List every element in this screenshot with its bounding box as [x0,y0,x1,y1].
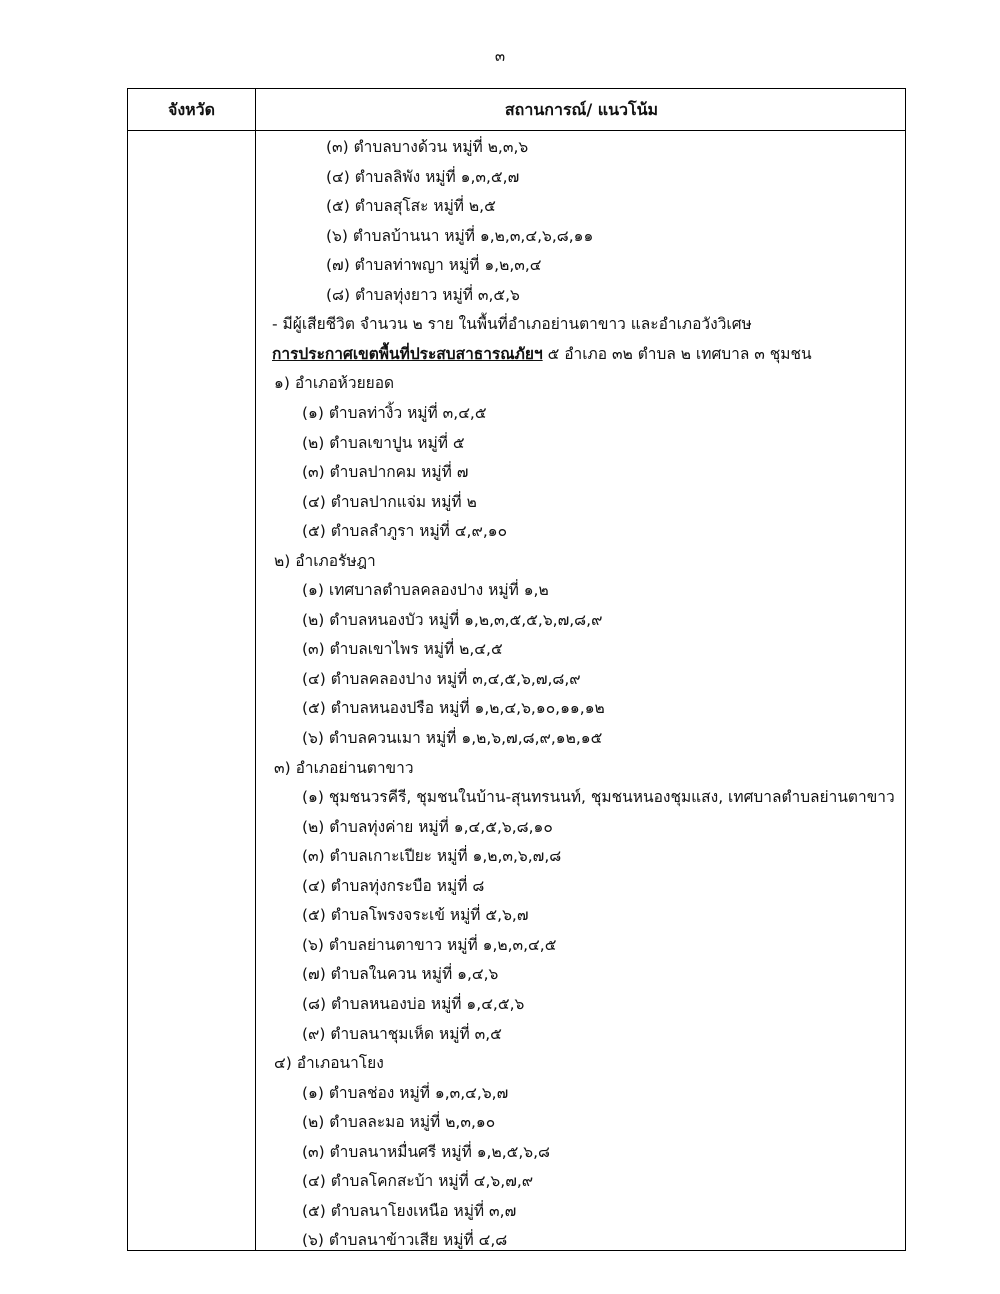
situation-line [256,842,561,872]
line-text: (๑) ชุมชนวรคีรี, ชุมชนในบ้าน-สุนทรนนท์, ชุมชนหนองชุมแสง, เทศบาลตำบลย่านตาขาว [302,788,895,807]
situation-line [256,133,528,163]
header-province: จังหวัด [167,100,216,119]
line-text: (๒) ตำบลทุ่งค่าย หมู่ที่ ๑,๔,๕,๖,๘,๑๐ [302,817,553,836]
line-text: (๕) ตำบลนาโยงเหนือ หมู่ที่ ๓,๗ [302,1201,517,1220]
line-text: (๓) ตำบลปากคม หมู่ที่ ๗ [302,463,469,482]
line-text: (๔) ตำบลคลองปาง หมู่ที่ ๓,๔,๕,๖,๗,๘,๙ [302,669,581,688]
line-text: (๑) ตำบลช่อง หมู่ที่ ๑,๓,๔,๖,๗ [302,1083,509,1102]
line-text: (๗) ตำบลในควน หมู่ที่ ๑,๔,๖ [302,965,499,984]
line-text: (๙) ตำบลนาชุมเห็ด หมู่ที่ ๓,๕ [302,1024,502,1043]
situation-line [256,488,477,518]
line-text: (๔) ตำบลทุ่งกระบือ หมู่ที่ ๘ [302,876,485,895]
situation-line [256,310,752,340]
line-text: (๒) ตำบลหนองบัว หมู่ที่ ๑,๒,๓,๕,๕,๖,๗,๘,๙ [302,610,603,629]
situation-line [256,606,602,636]
situation-line [256,694,605,724]
line-text: ๓) อำเภอย่านตาขาว [274,758,414,777]
situation-line [256,281,520,311]
line-text: ๕ อำเภอ ๓๒ ตำบล ๒ เทศบาล ๓ ชุมชน [542,344,812,363]
situation-line [256,340,812,370]
situation-line [256,399,487,429]
situation-line [256,517,507,547]
line-text: (๓) ตำบลเกาะเปียะ หมู่ที่ ๑,๒,๓,๖,๗,๘ [302,847,562,866]
line-text: (๓) ตำบลนาหมื่นศรี หมู่ที่ ๑,๒,๕,๖,๘ [302,1142,551,1161]
table-header-row [128,89,905,131]
line-text: (๓) ตำบลเขาไพร หมู่ที่ ๒,๔,๕ [302,640,503,659]
line-text: (๕) ตำบลสุโสะ หมู่ที่ ๒,๕ [326,197,496,216]
situation-line [256,960,498,990]
situation-line [256,222,593,252]
situation-line [256,665,581,695]
line-text: (๓) ตำบลบางด้วน หมู่ที่ ๒,๓,๖ [326,138,529,156]
line-text: (๒) ตำบลเขาปูน หมู่ที่ ๕ [302,433,465,452]
line-text: (๔) ตำบลปากแจ่ม หมู่ที่ ๒ [302,492,477,511]
line-text: (๖) ตำบลควนเมา หมู่ที่ ๑,๒,๖,๗,๘,๙,๑๒,๑๕ [302,729,603,747]
situation-line [256,1138,550,1168]
situation-line [256,783,895,813]
line-text: ๒) อำเภอรัษฎา [274,551,376,570]
situation-line [256,1197,516,1227]
situation-line [256,1108,495,1138]
line-text: (๖) ตำบลนาข้าวเสีย หมู่ที่ ๔,๘ [302,1231,508,1250]
line-text: (๑) ตำบลท่างิ้ว หมู่ที่ ๓,๔,๕ [302,403,487,422]
page-number: ๓ [494,47,506,65]
situation-line [256,369,394,399]
line-text: (๗) ตำบลท่าพญา หมู่ที่ ๑,๒,๓,๔ [326,256,542,275]
situation-line [256,635,503,665]
situation-line [256,429,465,459]
line-text: (๑) เทศบาลตำบลคลองปาง หมู่ที่ ๑,๒ [302,581,549,600]
situation-line [256,754,414,784]
situation-line [256,576,549,606]
line-text: ๑) อำเภอห้วยยอด [274,374,395,393]
line-text: (๔) ตำบลลิพัง หมู่ที่ ๑,๓,๕,๗ [326,167,520,186]
line-text: ๔) อำเภอนาโยง [274,1054,384,1073]
situation-line [256,872,484,902]
line-text: (๒) ตำบลละมอ หมู่ที่ ๒,๓,๑๐ [302,1113,496,1132]
situation-line [256,724,602,754]
situation-line [256,931,556,961]
situation-line [256,1049,384,1079]
situation-line [256,163,519,193]
line-text: (๔) ตำบลโคกสะบ้า หมู่ที่ ๔,๖,๗,๙ [302,1172,534,1191]
situation-line [256,547,376,577]
situation-table [127,88,906,1251]
line-text: (๕) ตำบลโพรงจระเข้ หมู่ที่ ๕,๖,๗ [302,906,529,925]
situation-line [256,1226,507,1256]
situation-line [256,192,496,222]
situation-line [256,901,529,931]
situation-line [256,813,553,843]
line-text: (๕) ตำบลลำภูรา หมู่ที่ ๔,๙,๑๐ [302,522,508,541]
situation-line [256,458,468,488]
situation-line [256,251,542,281]
line-text: (๖) ตำบลบ้านนา หมู่ที่ ๑,๒,๓,๔,๖,๘,๑๑ [326,226,594,245]
situation-line [256,1079,508,1109]
situation-line [256,990,524,1020]
line-text: - มีผู้เสียชีวิต จำนวน ๒ ราย ในพื้นที่อำเภอย่านตาขาว และอำเภอวังวิเศษ [272,315,752,334]
announcement-heading: การประกาศเขตพื้นที่ประสบสาธารณภัยฯ [272,344,543,363]
situation-line [256,1167,533,1197]
situation-cell [256,130,905,1250]
header-situation: สถานการณ์/ แนวโน้ม [504,100,659,119]
situation-line [256,1020,502,1050]
line-text: (๘) ตำบลทุ่งยาว หมู่ที่ ๓,๕,๖ [326,285,520,304]
line-text: (๘) ตำบลหนองบ่อ หมู่ที่ ๑,๔,๕,๖ [302,994,525,1013]
line-text: (๖) ตำบลย่านตาขาว หมู่ที่ ๑,๒,๓,๔,๕ [302,935,557,954]
line-text: (๕) ตำบลหนองปรือ หมู่ที่ ๑,๒,๔,๖,๑๐,๑๑,๑๒ [302,699,605,718]
